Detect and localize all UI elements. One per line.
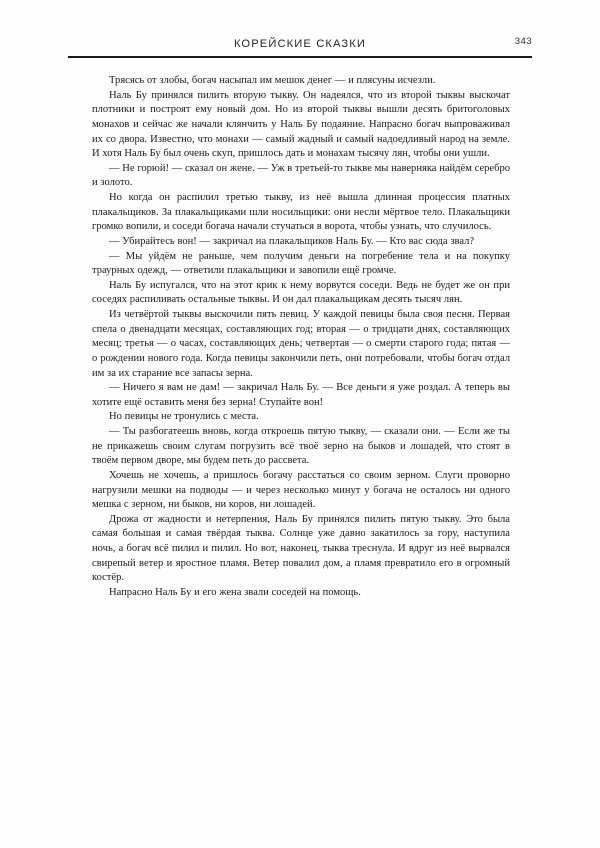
paragraph: Но когда он распилил третью тыкву, из неё вышла длинная процессия платных плакальщиков. За плакальщиками шли носильщики: они несли мёртвое тело. Плакальщики громко вопили, и соседи богача начали стучаться в ворота, чтобы узнать, что случилось. xyxy=(92,192,510,233)
paragraph: Напрасно Наль Бу и его жена звали соседей на помощь. xyxy=(109,586,361,598)
body-text-block xyxy=(92,74,510,601)
paragraph: Трясясь от злобы, богач насыпал им мешок денег — и плясуны исчезли. xyxy=(109,75,436,86)
paragraph: — Мы уйдём не раньше, чем получим деньги на погребение тела и на покупку траурных одежд, — ответили плакальщики и завопили ещё громче. xyxy=(92,250,510,277)
page-number: 343 xyxy=(514,36,532,47)
paragraph: — Не горюй! — сказал он жене. — Уж в третьей-то тыкве мы наверняка найдём серебро и золото. xyxy=(92,162,510,189)
paragraph: — Ничего я вам не дам! — закричал Наль Бу. — Все деньги я уже роздал. А теперь вы хотите ещё оставить меня без зерна! Ступайте вон! xyxy=(92,382,510,408)
header-rule xyxy=(68,56,532,58)
paragraph: Наль Бу испугался, что на этот крик к нему ворвутся соседи. Ведь не будет же он при соседях распиливать остальные тыквы. И он дал плакальщикам десять тысяч лян. xyxy=(92,279,510,306)
paragraph: Но певицы не тронулись с места. xyxy=(109,411,259,423)
paragraph: Из четвёртой тыквы выскочили пять певиц. У каждой певицы была своя песня. Первая спела о двенадцати месяцах, составляющих год; вторая — о тридцати днях, составляющих месяц; третья — о часах, составляющих день; четвертая — о смерти старого года; пятая — о рождении нового года. Когда певицы закончили петь, они потребовали, чтобы богач отдал им за их старание все запасы зерна. xyxy=(92,309,510,379)
running-head-title: КОРЕЙСКИЕ СКАЗКИ xyxy=(233,38,367,50)
running-head xyxy=(68,33,532,55)
paragraph: — Убирайтесь вон! — закричал на плакальщиков Наль Бу. — Кто вас сюда звал? xyxy=(109,235,475,247)
paragraph: Наль Бу принялся пилить вторую тыкву. Он надеялся, что из второй тыквы выскочат плотники и построят ему новый дом. Но из второй тыквы вышли десять бритоголовых монахов и сейчас же начали клянчить у Наль Бу подаяние. Напрасно богач выпроваживал их со двора. Известно, что монахи — самый жадный и самый надоедливый народ на земле. И хотя Наль Бу был очень скуп, пришлось дать и монахам тысячу лян, чтобы они ушли. xyxy=(92,89,510,160)
paragraph: Дрожа от жадности и нетерпения, Наль Бу принялся пилить пятую тыкву. Это была самая большая и самая твёрдая тыква. Солнце уже давно закатилось за гору, наступила ночь, а богач всё пилил и пилил. Но вот, наконец, тыква треснула. И вдруг из неё вырвался свирепый ветер и яростное пламя. Ветер повалил дом, а пламя превратило его в огромный костёр. xyxy=(92,513,510,584)
paragraph: Хочешь не хочешь, а пришлось богачу расстаться со своим зерном. Слуги проворно нагрузили мешки на подводы — и через несколько минут у богача не осталось ни одного мешка с зерном, ни быков, ни коров, ни лошадей. xyxy=(92,469,510,511)
paragraph: — Ты разбогатеешь вновь, когда откроешь пятую тыкву, — сказали они. — Если же ты не прикажешь своим слугам погрузить всё твоё зерно на быков и лошадей, что стоят в твоём первом дворе, мы будем петь до рассвета. xyxy=(92,426,510,467)
